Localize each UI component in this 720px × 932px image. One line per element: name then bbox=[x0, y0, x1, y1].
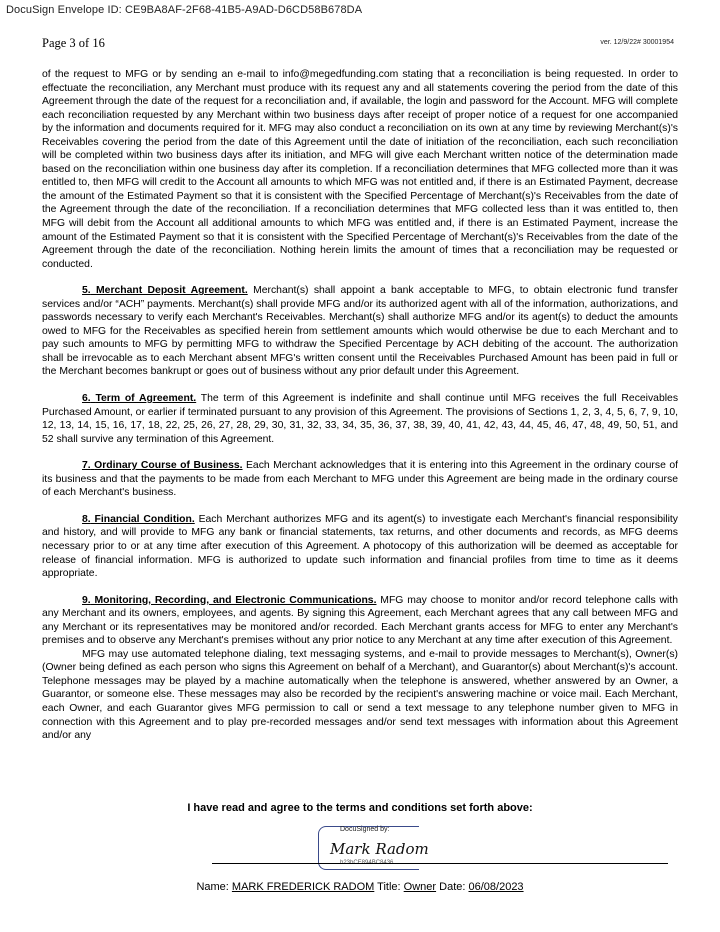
section-7-heading: 7. Ordinary Course of Business. bbox=[82, 460, 243, 472]
continuation-paragraph: MFG may use automated telephone dialing, text messaging systems, and e-mail to provide messages to Merchant(s), Owner(s) (Owner being defined as each person who signs this Agreement on behalf of a Merchant), and Guarantor(s) about Merchant(s)'s account. Telephone messages may be played by a machine automatically when the telephone is answered, whether answered by an Owner, a Guarantor, or someone else. These messages may also be recorded by the recipient's answering machine or voice mail. Each Merchant, each Owner, and each Guarantor gives MFG permission to call or send a text message to any telephone number given to MFG in connection with this Agreement and to play pre-recorded messages and/or send text messages with information about this Agreement and/or any bbox=[42, 648, 678, 742]
name-value: MARK FREDERICK RADOM bbox=[231, 881, 375, 893]
name-label: Name: bbox=[196, 881, 229, 893]
section-8-text: Each Merchant authorizes MFG and its agent(s) to investigate each Merchant's financial responsibility and history, and will provide to MFG any bank or financial statements, tax returns, and other documents and records, as MFG deems necessary prior to or at any time after execution of this Agreement. A photocopy of this authorization will be deemed as acceptable for release of financial information. MFG is authorized to update such information and financial profiles from time to time as it deems appropriate. bbox=[42, 513, 678, 580]
signature-image bbox=[328, 836, 429, 860]
section-8-heading: 8. Financial Condition. bbox=[82, 513, 195, 525]
intro-paragraph: of the request to MFG or by sending an e-mail to info@megedfunding.com stating that a reconciliation is being requested. In order to effectuate the reconciliation, any Merchant must produce with its request any and all statements covering the period from the date of this Agreement through the date of the request for a reconciliation and, if available, the login and password for the Account. MFG will complete each reconciliation requested by any Merchant within two business days after receipt of proper notice of a request for one accompanied by the information and documents required for it. MFG may also conduct a reconciliation on its own at any time by reviewing Merchant(s)'s Receivables covering the period from the date of this Agreement until the date of initiation of the reconciliation, each such reconciliation will be completed within two business days after its initiation, and MFG will give each Merchant written notice of the determination made based on the reconciliation within one business day after its completion. If a reconciliation determines that MFG collected more than it was entitled to, then MFG will credit to the Account all amounts to which MFG was not entitled and, if there is an Estimated Payment, decrease the amount of the Estimated Payment so that it is consistent with the Specified Percentage of Merchant(s)'s Receivables from the date of the Agreement through the date of the reconciliation. If a reconciliation determines that MFG collected less than it was entitled to, then MFG will debit from the Account all additional amounts to which MFG was entitled and, if there is an Estimated Payment, increase the amount of the Estimated Payment so that it is consistent with the Specified Percentage of Merchant(s)'s Receivables from the date of the Agreement through the date of the reconciliation. Nothing herein limits the amount of times that a reconciliation may be requested or conducted. bbox=[42, 69, 678, 270]
section-5-text: Merchant(s) shall appoint a bank acceptable to MFG, to obtain electronic fund transfer services and/or “ACH” payments. Merchant(s) shall provide MFG and/or its authorized agent with all of the information, authorizations, and passwords necessary to verify each Merchant's Receivables. Merchant(s) shall authorize MFG and/or its agent(s) to deduct the amounts owed to MFG for the Receivables as specified herein from settlement amounts which would otherwise be due to each Merchant and to pay such amounts to MFG by permitting MFG to withdraw the Specified Percentage by ACH debiting of the account. The authorization shall be irrevocable as to each Merchant absent MFG's written consent until the Receivables Purchased Amount has been paid in full or the Merchant becomes bankrupt or goes out of business without any prior default under this Agreement. bbox=[42, 285, 679, 378]
section-6-text: The term of this Agreement is indefinite and shall continue until MFG receives the full Receivables Purchased Amount, or earlier if terminated pursuant to any provision of this Agreement. The provisions of Sections 1, 2, 3, 4, 5, 6, 7, 9, 10, 12, 13, 14, 15, 16, 17, 18, 22, 25, 26, 27, 28, 29, 30, 31, 32, 33, 34, 35, 36, 37, 38, 39, 40, 41, 42, 43, 44, 45, 46, 47, 48, 49, 50, 51, and 52 shall survive any termination of this Agreement. bbox=[42, 393, 679, 445]
title-value: Owner bbox=[403, 881, 437, 893]
section-9-text: MFG may choose to monitor and/or record telephone calls with any Merchant and its owners, employees, and agents. By signing this Agreement, each Merchant agrees that any call between MFG and any Merchant or its representatives may be monitored and/or recorded. Each Merchant grants access for MFG to enter any Merchant's premises and to observe any Merchant's premises without any prior notice to any Merchant at any time after execution of this Agreement. bbox=[42, 594, 679, 647]
date-label: Date: bbox=[439, 881, 466, 893]
section-9 bbox=[42, 594, 678, 648]
section-5-heading: 5. Merchant Deposit Agreement. bbox=[82, 285, 248, 297]
version-label: ver. 12/9/22# 30001954 bbox=[600, 39, 674, 46]
docusigned-label: DocuSigned by: bbox=[340, 826, 390, 833]
section-5 bbox=[42, 284, 678, 379]
date-value: 06/08/2023 bbox=[468, 881, 524, 893]
signature-line bbox=[212, 863, 668, 864]
page-number: Page 3 of 16 bbox=[42, 36, 105, 50]
section-8 bbox=[42, 513, 678, 581]
section-6 bbox=[42, 392, 678, 446]
document-body bbox=[42, 68, 678, 743]
envelope-id: DocuSign Envelope ID: CE9BA8AF-2F68-41B5-A9AD-D6CD58B678DA bbox=[6, 4, 363, 16]
signature-script: Mark Radom bbox=[330, 840, 429, 858]
signature-hash: b23bCE894BC8436... bbox=[340, 860, 399, 866]
section-9-heading: 9. Monitoring, Recording, and Electronic Communications. bbox=[82, 594, 377, 606]
section-7 bbox=[42, 459, 678, 500]
section-7-text: Each Merchant acknowledges that it is entering into this Agreement in the ordinary course of its business and that the payments to be made from each Merchant to MFG under this Agreement are being made in the ordinary course of each Merchant's business. bbox=[42, 460, 678, 499]
title-label: Title: bbox=[377, 881, 401, 893]
agreement-statement: I have read and agree to the terms and conditions set forth above: bbox=[187, 802, 533, 814]
section-6-heading: 6. Term of Agreement. bbox=[82, 393, 197, 405]
signer-details bbox=[0, 881, 720, 893]
